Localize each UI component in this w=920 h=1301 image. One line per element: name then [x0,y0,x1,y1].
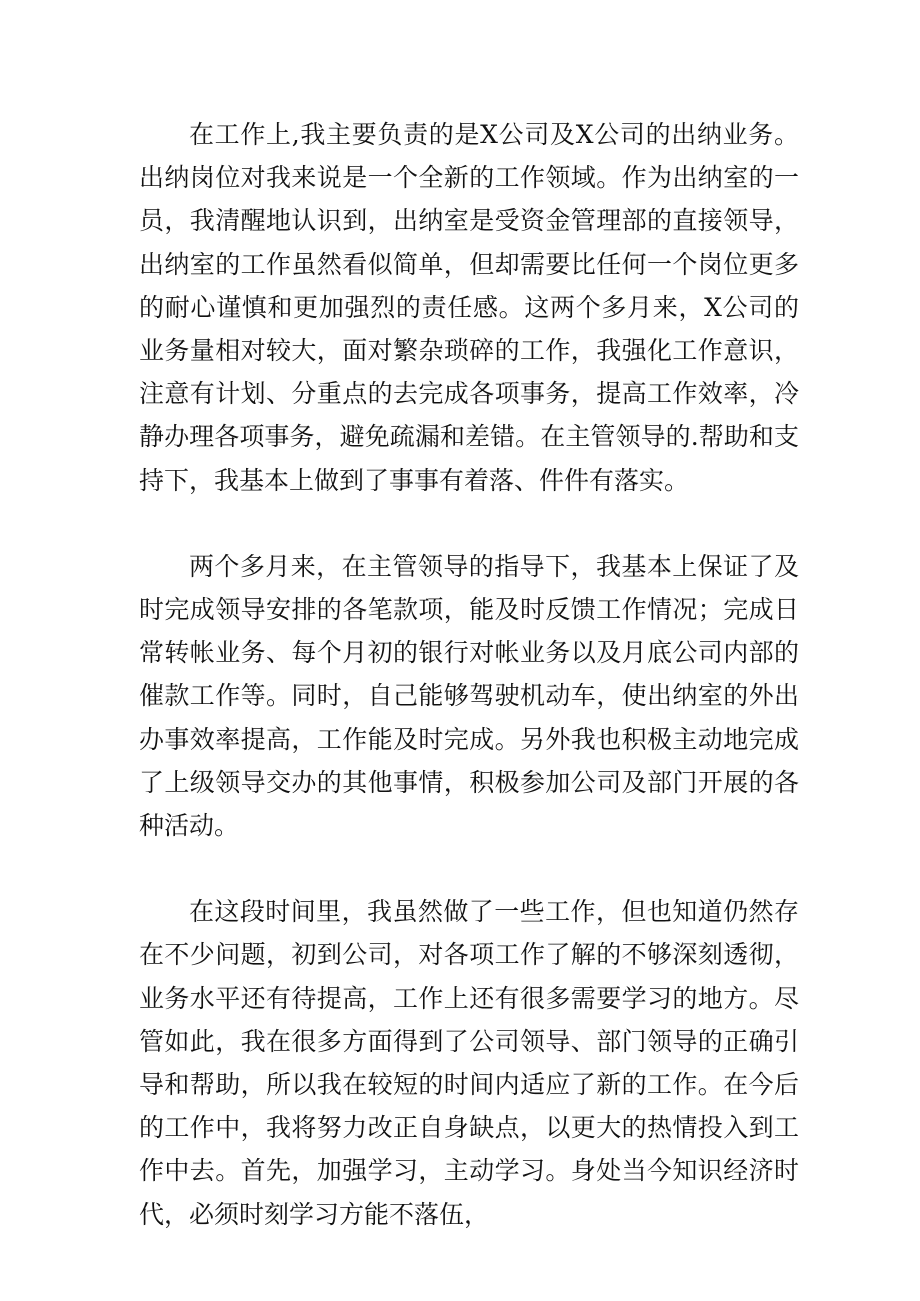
paragraph-problems-and-plans: 在这段时间里，我虽然做了一些工作，但也知道仍然存在不少问题，初到公司，对各项工作了解的不够深刻透彻，业务水平还有待提高，工作上还有很多需要学习的地方。尽管如此，我在很多方面得到了公司领导、部门领导的正确引导和帮助，所以我在较短的时间内适应了新的工作。在今后的工作中，我将努力改正自身缺点，以更大的热情投入到工作中去。首先，加强学习，主动学习。身处当今知识经济时代，必须时刻学习方能不落伍， [139,897,799,1229]
document-page [139,113,799,1236]
paragraph-cashier-duties: 在工作上,我主要负责的是X公司及X公司的出纳业务。出纳岗位对我来说是一个全新的工作领域。作为出纳室的一员，我清醒地认识到，出纳室是受资金管理部的直接领导，出纳室的工作虽然看似简单，但却需要比任何一个岗位更多的耐心谨慎和更加强烈的责任感。这两个多月来，X公司的业务量相对较大，面对繁杂琐碎的工作，我强化工作意识，注意有计划、分重点的去完成各项事务，提高工作效率，冷静办理各项事务，避免疏漏和差错。在主管领导的.帮助和支持下，我基本上做到了事事有着落、件件有落实。 [139,120,799,495]
paragraph-two-months-work: 两个多月来，在主管领导的指导下，我基本上保证了及时完成领导安排的各笔款项，能及时反馈工作情况；完成日常转帐业务、每个月初的银行对帐业务以及月底公司内部的催款工作等。同时，自己能够驾驶机动车，使出纳室的外出办事效率提高，工作能及时完成。另外我也积极主动地完成了上级领导交办的其他事情，积极参加公司及部门开展的各种活动。 [139,551,799,841]
